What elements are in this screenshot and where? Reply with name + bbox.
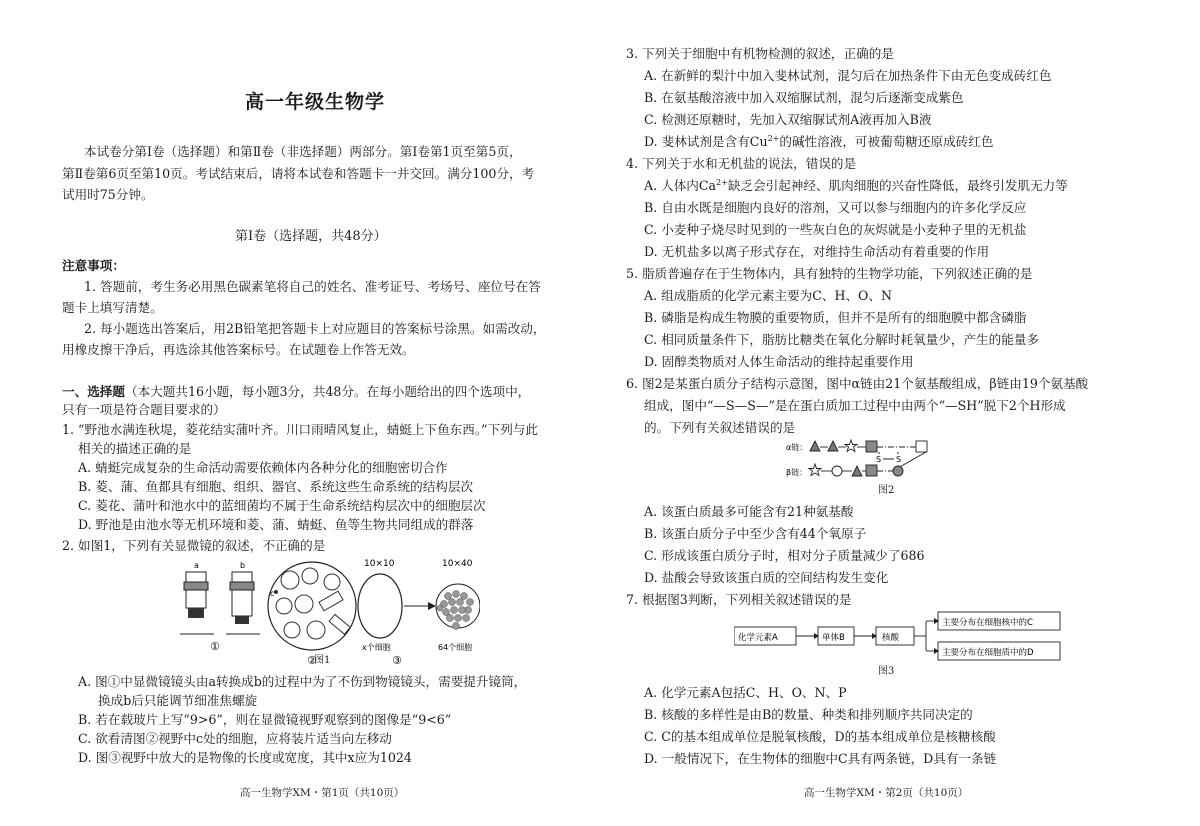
notice-1b: 题卡上填写清楚。 (62, 300, 163, 315)
q5-option-a: A. 组成脂质的化学元素主要为C、H、O、N (644, 288, 892, 303)
q6-option-c: C. 形成该蛋白质分子时，相对分子质量减少了686 (644, 548, 925, 563)
q7-stem: 7. 根据图3判断，下列相关叙述错误的是 (626, 592, 852, 607)
notice-title: 注意事项： (62, 258, 125, 273)
objective-b-icon (226, 572, 260, 634)
right-page (626, 0, 1146, 826)
q6-option-a: A. 该蛋白质最多可能含有21种氨基酸 (644, 504, 854, 519)
q6-stem-1: 6. 图2是某蛋白质分子结构示意图，图中α链由21个氨基酸组成，β链由19个氨基酸 (626, 376, 1089, 391)
q2-option-a: A. 图①中显微镜镜头由a转换成b的过程中为了不伤到物镜镜头，需要提升镜筒， (78, 674, 527, 689)
q2-option-a-cont: 换成b后只能调节细准焦螺旋 (98, 693, 258, 708)
fig2-caption: 图2 (878, 485, 895, 496)
alpha-chain-label: α链： (786, 443, 808, 452)
fig3-box-d-text: 主要分布在细胞质中的D (942, 648, 1034, 658)
page-footer-2: 高一生物学XM・第2页（共10页） (804, 787, 969, 799)
q3-d-text-1: D. 斐林试剂是含有Cu (644, 134, 768, 149)
fig1-num-2: ② (307, 654, 317, 667)
exam-title: 高一年级生物学 (245, 91, 386, 113)
q2-option-b: B. 若在载玻片上写“9>6”，则在显微镜视野观察到的图像是“9<6” (78, 712, 452, 727)
q4-a-text-1: A. 人体内Ca (644, 178, 717, 193)
fig1-mag-2: 10×40 (442, 559, 473, 569)
intro-line-3: 试用时75分钟。 (62, 187, 154, 202)
fig1-label-c: c (270, 589, 275, 598)
objective-a-icon (180, 572, 214, 634)
fig1-cells-x: x个细胞 (362, 643, 391, 652)
fig1-label-a: a (194, 561, 199, 570)
notice-2b: 用橡皮擦干净后，再选涂其他答案标号。在试题卷上作答无效。 (62, 342, 415, 357)
q2-option-c: C. 欲看清图②视野中c处的细胞，应将装片适当向左移动 (78, 731, 392, 746)
q3-d-sup: 2+ (767, 133, 780, 143)
beta-chain (809, 464, 903, 476)
alpha-chain (810, 440, 927, 452)
notice-1a: 1. 答题前，考生务必用黑色碳素笔将自己的姓名、准考证号、考场号、座位号在答 (84, 279, 541, 294)
q3-option-d (644, 133, 993, 151)
fig3-box-c-text: 主要分布在细胞核中的C (942, 618, 1033, 628)
q1-option-a: A. 蜻蜓完成复杂的生命活动需要依赖体内各种分化的细胞密切合作 (78, 460, 448, 475)
q1-option-b: B. 菱、蒲、鱼都具有细胞、组织、器官、系统这些生命系统的结构层次 (78, 479, 474, 494)
fig3-box-n-text: 核酸 (882, 633, 900, 643)
q6-stem-3: 的。下列有关叙述错误的是 (644, 420, 796, 435)
q3-option-a: A. 在新鲜的梨汁中加入斐林试剂，混匀后在加热条件下由无色变成砖红色 (644, 68, 1052, 83)
q5-option-d: D. 固醇类物质对人体生命活动的维持起重要作用 (644, 354, 914, 369)
q4-option-b: B. 自由水既是细胞内良好的溶剂，又可以参与细胞内的许多化学反应 (644, 200, 1027, 215)
notice-2a: 2. 每小题选出答案后，用2B铅笔把答题卡上对应题目的答案标号涂黑。如需改动， (84, 321, 546, 336)
q4-option-a (644, 177, 1068, 195)
part1-desc: （本大题共16小题，每小题3分，共48分。在每小题给出的四个选项中， (124, 384, 531, 399)
q3-d-text-2: 的碱性溶液，可被葡萄糖还原成砖红色 (779, 134, 994, 149)
q5-stem: 5. 脂质普遍存在于生物体内，具有独特的生物学功能，下列叙述正确的是 (626, 266, 1033, 281)
fig3-box-a-text: 化学元素A (738, 633, 778, 643)
q1-option-c: C. 菱花、蒲叶和池水中的蓝细菌均不属于生命系统结构层次中的细胞层次 (78, 498, 486, 513)
q6-option-b: B. 该蛋白质分子中至少含有44个氧原子 (644, 526, 867, 541)
figure-3-flowchart (734, 611, 1074, 665)
fig1-cells-64: 64个细胞 (438, 643, 473, 652)
q5-option-b: B. 磷脂是构成生物膜的重要物质，但并不是所有的细胞膜中都含磷脂 (644, 310, 1027, 325)
view-circle-high-icon (436, 584, 480, 630)
q2-option-d: D. 图③视野中放大的是物像的长度或宽度，其中x应为1024 (78, 750, 412, 765)
part1-label: 一、选择题 (62, 384, 125, 399)
q4-option-d: D. 无机盐多以离子形式存在，对维持生命活动有着重要的作用 (644, 244, 990, 259)
q4-stem: 4. 下列关于水和无机盐的说法，错误的是 (626, 156, 857, 171)
fig1-mag-1: 10×10 (364, 559, 395, 569)
fig3-caption: 图3 (878, 666, 895, 677)
fig1-caption: 图1 (314, 655, 331, 666)
part1-desc-2: 只有一项是符合题目要求的） (62, 402, 226, 417)
q5-option-c: C. 相同质量条件下，脂肪比糖类在氧化分解时耗氧量少，产生的能量多 (644, 332, 1040, 347)
q7-option-b: B. 核酸的多样性是由B的数量、种类和排列顺序共同决定的 (644, 707, 973, 722)
fig3-box-b-text: 单体B (822, 633, 845, 643)
q1-option-d: D. 野池是由池水等无机环境和菱、蒲、蜻蜓、鱼等生物共同组成的群落 (78, 517, 474, 532)
q6-option-d: D. 盐酸会导致该蛋白质的空间结构发生变化 (644, 570, 889, 585)
field-of-view-icon (268, 562, 356, 650)
fig1-num-3: ③ (392, 654, 402, 667)
q3-option-c: C. 检测还原糖时，先加入双缩脲试剂A液再加入B液 (644, 112, 932, 127)
q2-stem: 2. 如图1，下列有关显微镜的叙述，不正确的是 (62, 538, 326, 553)
disulfide-s1: S (876, 455, 882, 464)
q4-option-c: C. 小麦种子烧尽时见到的一些灰白色的灰烬就是小麦种子里的无机盐 (644, 222, 1027, 237)
disulfide-s2: S (896, 455, 902, 464)
view-circle-low-icon (358, 574, 402, 638)
page-footer-1: 高一生物学XM・第1页（共10页） (240, 787, 405, 799)
q4-a-text-2: 缺乏会引起神经、肌肉细胞的兴奋性降低，最终引发肌无力等 (727, 178, 1068, 193)
fig1-label-b: b (240, 561, 246, 570)
q1-stem-1: 1. “野池水满连秋堤，菱花结实蒲叶齐。川口雨晴风复止，蜻蜓上下鱼东西。”下列与此 (62, 422, 538, 437)
part1-heading (62, 383, 530, 401)
section-title: 第Ⅰ卷（选择题，共48分） (235, 229, 387, 244)
fig1-num-1: ① (210, 640, 220, 653)
intro-line-1: 本试卷分第Ⅰ卷（选择题）和第Ⅱ卷（非选择题）两部分。第Ⅰ卷第1页至第5页， (84, 144, 522, 159)
q4-a-sup: 2+ (716, 177, 728, 187)
beta-chain-label: β链： (786, 468, 808, 477)
q7-option-c: C. C的基本组成单位是脱氧核酸，D的基本组成单位是核糖核酸 (644, 729, 996, 744)
q7-option-d: D. 一般情况下，在生物体的细胞中C具有两条链，D具有一条链 (644, 751, 997, 766)
q7-option-a: A. 化学元素A包括C、H、O、N、P (644, 685, 847, 700)
intro-line-2: 第Ⅱ卷第6页至第10页。考试结束后，请将本试卷和答题卡一并交回。满分100分，考 (62, 166, 535, 181)
q1-stem-2: 相关的描述正确的是 (78, 441, 192, 456)
q3-option-b: B. 在氨基酸溶液中加入双缩脲试剂，混匀后逐渐变成紫色 (644, 90, 964, 105)
q3-stem: 3. 下列关于细胞中有机物检测的叙述，正确的是 (626, 46, 894, 61)
q6-stem-2: 组成，图中“—S—S—”是在蛋白质加工过程中由两个“—SH”脱下2个H形成 (644, 398, 1066, 413)
left-page (62, 0, 582, 826)
